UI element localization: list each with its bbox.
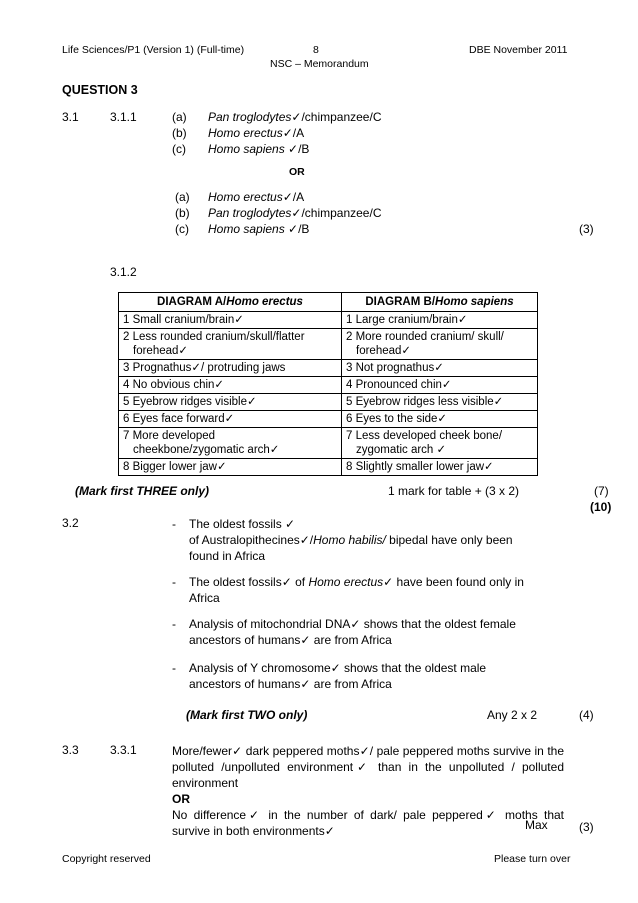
cell-a: 8 Bigger lower jaw✓ (119, 459, 342, 476)
q3-1-2-number: 3.1.2 (110, 265, 137, 279)
q3-3-1-number: 3.3.1 (110, 743, 137, 757)
answer-text: Homo erectus✓/A (208, 190, 305, 204)
comparison-table (118, 292, 538, 476)
mark-first-three-note: (Mark first THREE only) (75, 484, 210, 498)
q3-2-point-2: - The oldest fossils✓ of Homo erectus✓ have been found only in Africa (172, 575, 524, 605)
answer-text: Homo erectus✓/A (208, 126, 305, 140)
cell-b: 1 Large cranium/brain✓ (342, 312, 538, 329)
cell-a: 2 Less rounded cranium/skull/flatter forehead✓ (119, 329, 342, 360)
answer-label: (a) (172, 110, 187, 124)
q3-1-total: (10) (590, 500, 612, 514)
q3-1-1-number: 3.1.1 (110, 110, 137, 124)
answer-text: Homo sapiens ✓/B (208, 222, 310, 236)
cell-b: 7 Less developed cheek bone/ zygomatic arch ✓ (342, 428, 538, 459)
table-row (119, 459, 538, 476)
table-row (119, 428, 538, 459)
table-row (119, 329, 538, 360)
q3-2-number: 3.2 (62, 516, 79, 530)
or-separator: OR (289, 166, 305, 178)
q3-3-marks: (3) (579, 820, 594, 834)
table-row (119, 394, 538, 411)
answer-text: Homo sapiens ✓/B (208, 142, 310, 156)
cell-b: 3 Not prognathus✓ (342, 360, 538, 377)
q3-1-1-marks: (3) (579, 222, 594, 236)
cell-b: 5 Eyebrow ridges less visible✓ (342, 394, 538, 411)
answer-text: Pan troglodytes✓/chimpanzee/C (208, 110, 382, 124)
q3-1-number: 3.1 (62, 110, 79, 124)
table-mark-scheme: 1 mark for table + (3 x 2) (388, 484, 520, 498)
footer-copyright: Copyright reserved (62, 853, 151, 865)
cell-a: 3 Prognathus✓/ protruding jaws (119, 360, 342, 377)
header-subtitle: NSC – Memorandum (270, 58, 369, 70)
mark-first-two-note: (Mark first TWO only) (186, 708, 308, 722)
answer-label: (c) (172, 142, 186, 156)
q3-3-number: 3.3 (62, 743, 79, 757)
q3-1-2-marks: (7) (594, 484, 609, 498)
answer-label: (b) (175, 206, 190, 220)
cell-b: 2 More rounded cranium/ skull/ forehead✓ (342, 329, 538, 360)
page-number: 8 (313, 44, 319, 56)
cell-a: 4 No obvious chin✓ (119, 377, 342, 394)
header-right: DBE November 2011 (469, 44, 568, 56)
table-header-row (119, 293, 538, 312)
cell-a: 7 More developed cheekbone/zygomatic arch✓ (119, 428, 342, 459)
answer-label: (c) (175, 222, 189, 236)
cell-a: 6 Eyes face forward✓ (119, 411, 342, 428)
question-title: QUESTION 3 (62, 83, 138, 97)
table-row (119, 377, 538, 394)
column-header-diagram-a: DIAGRAM A/Homo erectus (119, 293, 342, 312)
header-left: Life Sciences/P1 (Version 1) (Full-time) (62, 44, 245, 56)
any-two-scheme: Any 2 x 2 (487, 708, 538, 722)
q3-2-point-1: - The oldest fossils ✓ of Australopithecines✓/Homo habilis/ bipedal have only been found in Africa (172, 517, 513, 563)
q3-2-point-3: - Analysis of mitochondrial DNA✓ shows that the oldest female ancestors of humans✓ are from Africa (172, 617, 516, 647)
answer-text: Pan troglodytes✓/chimpanzee/C (208, 206, 382, 220)
table-row (119, 360, 538, 377)
cell-b: 4 Pronounced chin✓ (342, 377, 538, 394)
cell-a: 5 Eyebrow ridges visible✓ (119, 394, 342, 411)
column-header-diagram-b: DIAGRAM B/Homo sapiens (342, 293, 538, 312)
q3-2-marks: (4) (579, 708, 594, 722)
table-row (119, 312, 538, 329)
answer-label: (b) (172, 126, 187, 140)
max-label: Max (525, 818, 548, 832)
cell-b: 6 Eyes to the side✓ (342, 411, 538, 428)
footer-turn-over: Please turn over (494, 853, 571, 865)
answer-label: (a) (175, 190, 190, 204)
q3-3-1-answer (172, 743, 564, 839)
cell-b: 8 Slightly smaller lower jaw✓ (342, 459, 538, 476)
cell-a: 1 Small cranium/brain✓ (119, 312, 342, 329)
answer-paragraph-2: No difference✓ in the number of dark/ pale peppered✓ moths that survive in both environments✓ (172, 808, 564, 838)
answer-paragraph-1: More/fewer✓ dark peppered moths✓/ pale peppered moths survive in the polluted /unpolluted environment✓ than in the unpolluted / polluted environment (172, 744, 564, 790)
q3-2-point-4: - Analysis of Y chromosome✓ shows that the oldest male ancestors of humans✓ are from Africa (172, 661, 487, 691)
table-row (119, 411, 538, 428)
or-separator: OR (172, 792, 190, 806)
